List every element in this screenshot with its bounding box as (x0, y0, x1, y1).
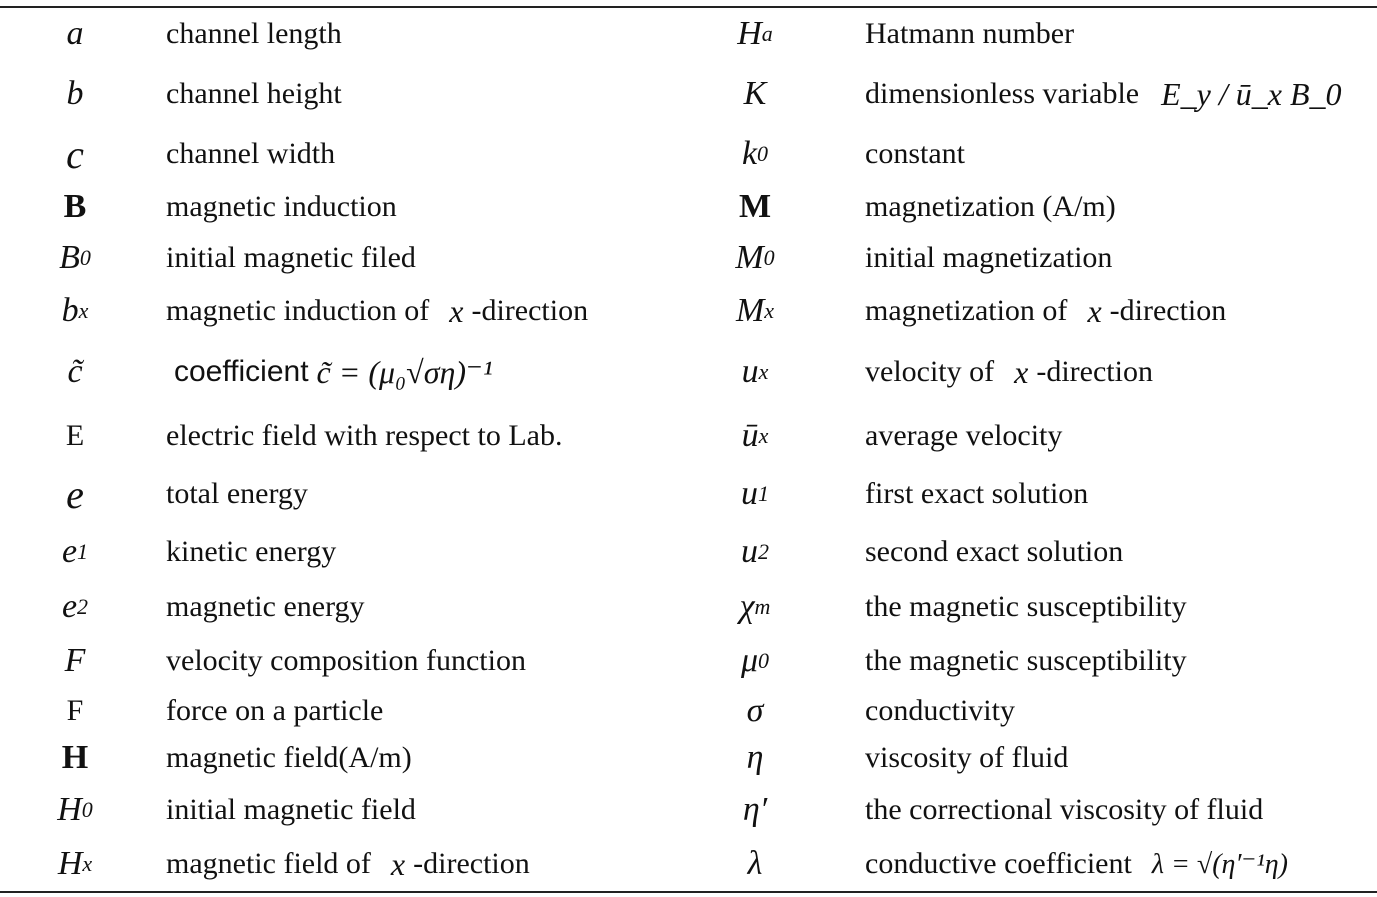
description-cell (865, 581, 1365, 633)
symbol-cell (20, 128, 130, 180)
symbol-cell (20, 285, 130, 337)
description-cell (166, 685, 686, 737)
symbol-base: H (57, 791, 82, 828)
description-cell (166, 526, 686, 578)
direction-variable: x (1087, 292, 1102, 329)
symbol-subscript: 0 (763, 245, 775, 270)
symbol-subscript: 0 (81, 797, 93, 822)
description-cell (174, 346, 694, 398)
description-cell (865, 8, 1365, 60)
symbol-cell (20, 8, 130, 60)
symbol-subscript: 2 (77, 594, 89, 619)
formula: c̃ = (μ₀√ση)⁻¹ (316, 354, 493, 390)
symbol-base: B (59, 239, 80, 276)
description-text: velocity composition function (166, 644, 526, 677)
symbol-subscript: 1 (758, 481, 769, 506)
symbol-cell (700, 685, 810, 737)
description-text: force on a particle (166, 694, 384, 727)
description-cell (166, 635, 686, 687)
description-text: channel width (166, 137, 336, 170)
description-cell (166, 128, 686, 180)
symbol-base: b (66, 75, 84, 112)
table-row (0, 410, 1377, 462)
symbol-base: H (61, 739, 89, 776)
description-text: Hatmann number (865, 17, 1075, 50)
symbol-cell (700, 232, 810, 284)
symbol-subscript: a (761, 21, 773, 46)
symbol-base: ū (741, 417, 759, 454)
description-text: conductivity (865, 694, 1015, 727)
table-row (0, 346, 1377, 398)
table-row (0, 838, 1377, 890)
table-row (0, 784, 1377, 836)
table-row (0, 128, 1377, 180)
symbol-cell (700, 732, 810, 784)
description-text: the magnetic susceptibility (865, 644, 1187, 677)
symbol-subscript: 0 (79, 245, 91, 270)
symbol-cell (20, 581, 130, 633)
table-row (0, 468, 1377, 520)
symbol-subscript: x (764, 298, 775, 323)
description-cell (865, 526, 1365, 578)
symbol-base: u (741, 353, 759, 390)
description-cell (865, 410, 1365, 462)
description-text: initial magnetization (865, 241, 1113, 274)
symbol-base: u (741, 475, 758, 512)
symbol-cell (20, 410, 130, 462)
description-text: magnetization of (865, 294, 1068, 327)
symbol-subscript: m (754, 594, 771, 619)
table-row (0, 526, 1377, 578)
description-cell (166, 581, 686, 633)
symbol-cell (20, 346, 130, 398)
description-suffix: -direction (413, 847, 530, 880)
table-row (0, 285, 1377, 337)
symbol-cell (700, 838, 810, 890)
description-cell (865, 838, 1365, 890)
symbol-cell (700, 468, 810, 520)
symbol-subscript: 0 (757, 141, 769, 166)
direction-variable: x (449, 292, 464, 329)
symbol-base: e (66, 471, 84, 517)
description-text: magnetic induction (166, 190, 397, 223)
symbol-subscript: 0 (758, 648, 770, 673)
table-row (0, 685, 1377, 737)
description-text: electric field with respect to Lab. (166, 419, 563, 452)
table-bottom-rule (0, 891, 1377, 893)
description-text: dimensionless variable (865, 77, 1140, 110)
symbol-cell (700, 784, 810, 836)
symbol-base: σ (746, 692, 764, 729)
table-row (0, 232, 1377, 284)
symbol-base: η′ (742, 791, 768, 828)
symbol-subscript: x (758, 359, 769, 384)
description-text: viscosity of fluid (865, 741, 1069, 774)
description-text: conductive coefficient (865, 847, 1132, 880)
table-row (0, 581, 1377, 633)
description-text: magnetic field of (166, 847, 371, 880)
symbol-subscript: 1 (77, 539, 89, 564)
description-cell (166, 68, 686, 120)
description-cell (865, 232, 1365, 284)
symbol-base: b (61, 292, 79, 329)
description-cell (865, 784, 1365, 836)
symbol-subscript: x (758, 423, 769, 448)
symbol-cell (20, 468, 130, 520)
symbol-base: K (743, 75, 767, 112)
description-cell (865, 181, 1365, 233)
description-text: constant (865, 137, 965, 170)
description-cell (865, 346, 1365, 398)
description-cell (166, 838, 686, 890)
symbol-base: μ (740, 642, 759, 679)
symbol-cell (20, 635, 130, 687)
symbol-cell (20, 732, 130, 784)
symbol-base: k (741, 135, 758, 172)
description-text: channel length (166, 17, 342, 50)
formula: E_y / ū_x B_0 (1161, 75, 1342, 112)
symbol-cell (20, 232, 130, 284)
symbol-base: B (63, 188, 87, 225)
description-cell (166, 732, 686, 784)
table-row (0, 635, 1377, 687)
description-text: magnetic field(A/m) (166, 741, 412, 774)
description-cell (865, 285, 1365, 337)
symbol-base: E (65, 419, 85, 452)
description-text: channel height (166, 77, 342, 110)
symbol-base: χ (739, 588, 755, 625)
description-text: magnetic energy (166, 590, 365, 623)
symbol-base: c̃ (67, 353, 83, 390)
symbol-cell (700, 8, 810, 60)
description-suffix: -direction (1109, 294, 1227, 327)
symbol-base: H (57, 845, 83, 882)
description-text: initial magnetic filed (166, 241, 416, 274)
symbol-base: c (66, 131, 84, 177)
symbol-subscript: 2 (758, 539, 769, 564)
table-row (0, 68, 1377, 120)
symbol-cell (700, 526, 810, 578)
table-row (0, 181, 1377, 233)
description-text: initial magnetic field (166, 793, 416, 826)
description-suffix: -direction (1036, 355, 1153, 388)
description-text: velocity of (865, 355, 995, 388)
description-text: kinetic energy (166, 535, 337, 568)
formula: λ = √(η′⁻¹η) (1151, 849, 1288, 880)
description-text: coefficient (174, 355, 309, 388)
description-cell (865, 68, 1365, 120)
symbol-cell (700, 128, 810, 180)
symbol-subscript: x (78, 298, 89, 323)
symbol-base: M (735, 239, 764, 276)
symbol-base: M (738, 188, 772, 225)
description-cell (166, 784, 686, 836)
symbol-base: a (66, 15, 84, 52)
description-text: total energy (166, 477, 308, 510)
symbol-base: η (746, 739, 764, 776)
description-cell (865, 468, 1365, 520)
description-cell (865, 635, 1365, 687)
symbol-base: λ (747, 845, 763, 882)
table-row (0, 8, 1377, 60)
description-cell (865, 732, 1365, 784)
description-text: magnetic induction of (166, 294, 430, 327)
symbol-cell (20, 181, 130, 233)
description-cell (166, 8, 686, 60)
direction-variable: x (390, 845, 406, 882)
symbol-base: u (741, 533, 758, 570)
symbol-cell (700, 346, 810, 398)
symbol-base: e (61, 533, 78, 570)
symbol-subscript: x (82, 851, 93, 876)
symbol-base: H (737, 15, 762, 52)
description-text: the magnetic susceptibility (865, 590, 1187, 623)
description-text: second exact solution (865, 535, 1124, 568)
description-suffix: -direction (471, 294, 589, 327)
symbol-cell (700, 181, 810, 233)
symbol-cell (700, 581, 810, 633)
symbol-cell (20, 784, 130, 836)
symbol-base: M (735, 292, 765, 329)
symbol-base: F (64, 642, 86, 679)
description-text: average velocity (865, 419, 1063, 452)
description-cell (166, 468, 686, 520)
description-text: magnetization (A/m) (865, 190, 1116, 223)
symbol-cell (700, 410, 810, 462)
description-cell (166, 410, 686, 462)
description-text: the correctional viscosity of fluid (865, 793, 1264, 826)
nomenclature-table (0, 8, 1377, 890)
description-cell (166, 181, 686, 233)
symbol-base: F (66, 694, 84, 727)
description-cell (865, 128, 1365, 180)
description-text: first exact solution (865, 477, 1089, 510)
description-cell (865, 685, 1365, 737)
symbol-base: e (61, 588, 78, 625)
symbol-cell (20, 685, 130, 737)
table-row (0, 732, 1377, 784)
symbol-cell (700, 68, 810, 120)
description-cell (166, 232, 686, 284)
symbol-cell (20, 526, 130, 578)
symbol-cell (700, 635, 810, 687)
description-cell (166, 285, 686, 337)
symbol-cell (700, 285, 810, 337)
symbol-cell (20, 68, 130, 120)
direction-variable: x (1014, 353, 1029, 390)
symbol-cell (20, 838, 130, 890)
